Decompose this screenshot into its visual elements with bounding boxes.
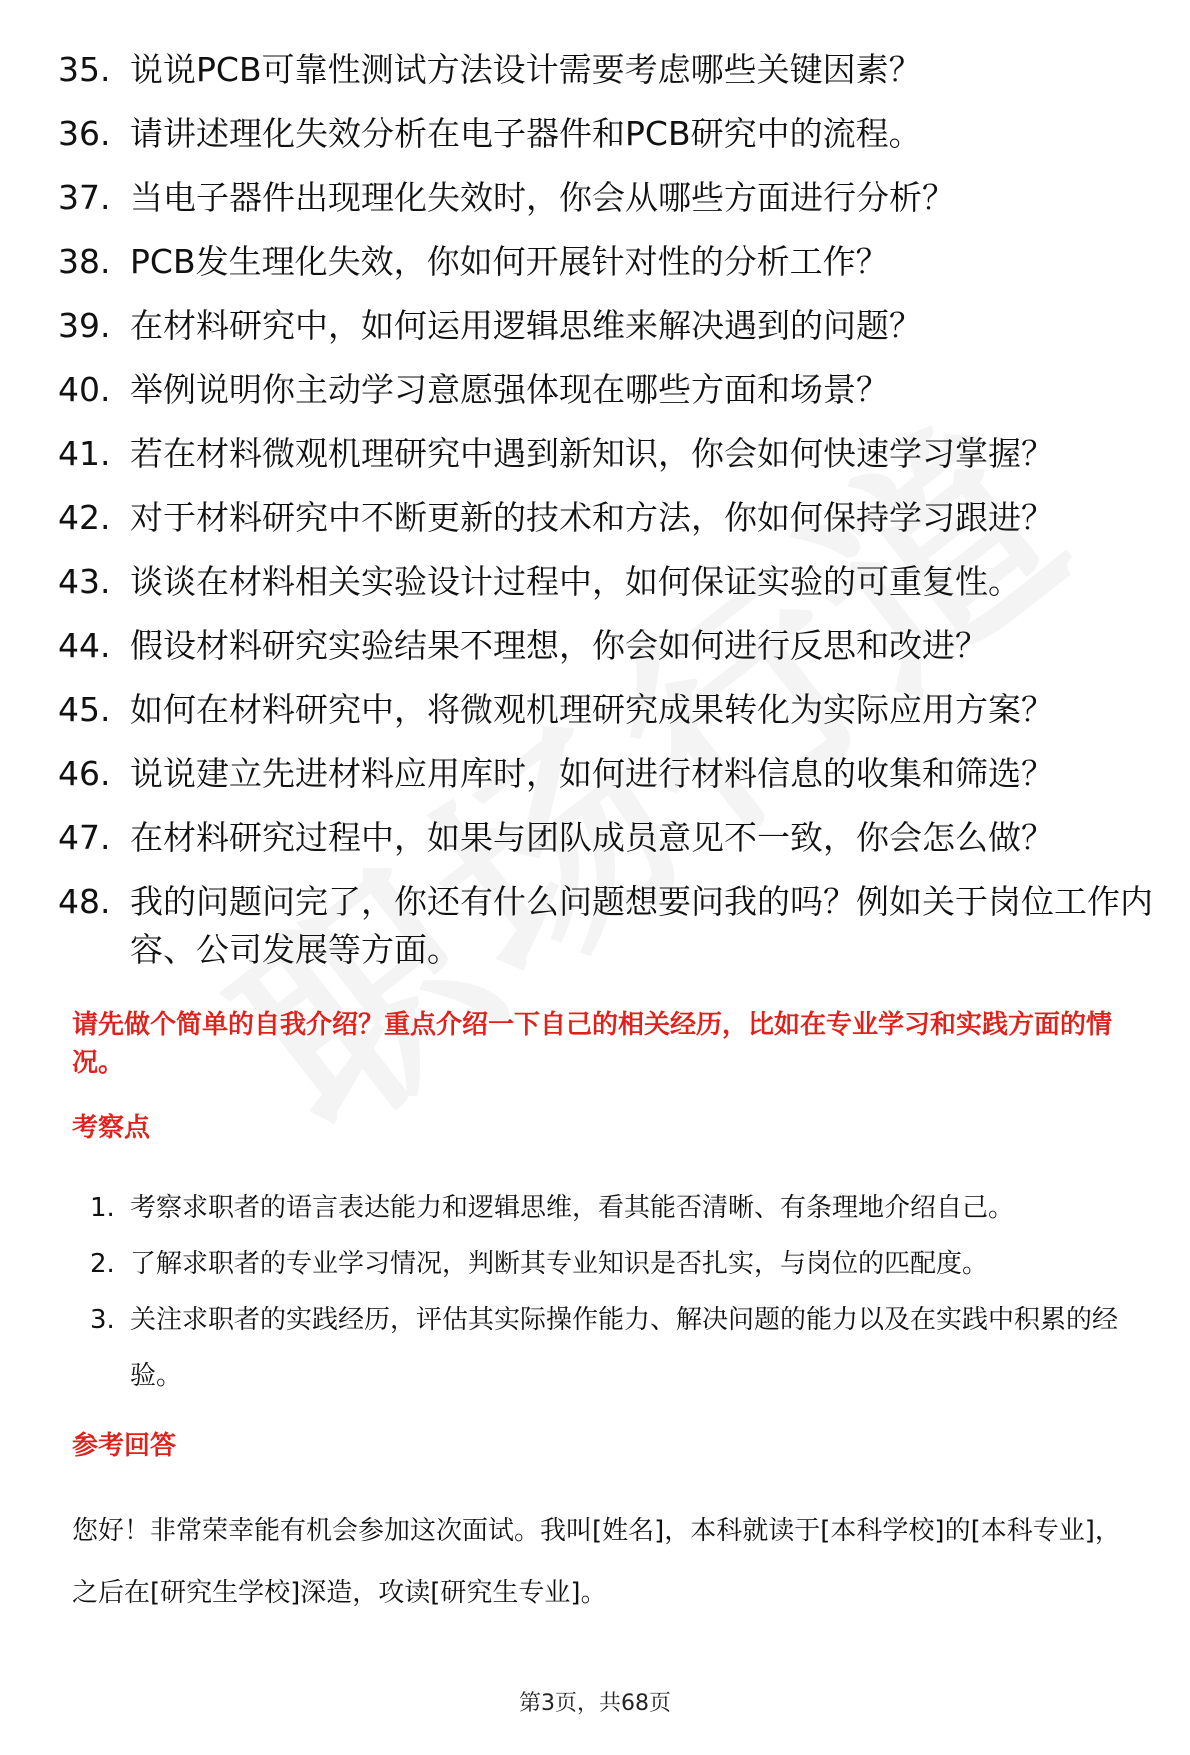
kaocha-points <box>72 1180 1162 1404</box>
question-text: 请讲述理化失效分析在电子器件和PCB研究中的流程。 <box>130 114 922 153</box>
question-text: 说说建立先进材料应用库时，如何进行材料信息的收集和筛选？ <box>130 754 1054 793</box>
answer-text: 您好！非常荣幸能有机会参加这次面试。我叫[姓名]，本科就读于[本科学校]的[本科专业]，之后在[研究生学校]深造，攻读[研究生专业]。 <box>72 1516 1121 1608</box>
point-text: 关注求职者的实践经历，评估其实际操作能力、解决问题的能力以及在实践中积累的经验。 <box>130 1305 1119 1391</box>
point-item <box>72 1292 1162 1404</box>
question-text: 说说PCB可靠性测试方法设计需要考虑哪些关键因素？ <box>130 50 922 89</box>
question-item <box>58 750 1158 798</box>
point-text: 考察求职者的语言表达能力和逻辑思维，看其能否清晰、有条理地介绍自己。 <box>130 1193 1015 1223</box>
answer-heading: 参考回答 <box>72 1431 177 1461</box>
question-item <box>58 366 1158 414</box>
question-text: 对于材料研究中不断更新的技术和方法，你如何保持学习跟进？ <box>130 498 1054 537</box>
question-item <box>58 174 1158 222</box>
question-text: 当电子器件出现理化失效时，你会从哪些方面进行分析？ <box>130 178 955 217</box>
question-item <box>58 46 1158 94</box>
question-item <box>58 814 1158 862</box>
question-item <box>58 878 1158 974</box>
highlight-question: 请先做个简单的自我介绍？重点介绍一下自己的相关经历，比如在专业学习和实践方面的情况。 <box>72 1010 1113 1078</box>
question-text: 我的问题问完了，你还有什么问题想要问我的吗？例如关于岗位工作内容、公司发展等方面。 <box>130 882 1153 969</box>
question-number: 42. <box>58 498 111 537</box>
question-number: 35. <box>58 50 111 89</box>
question-number: 38. <box>58 242 111 281</box>
question-item <box>58 430 1158 478</box>
question-number: 40. <box>58 370 111 409</box>
question-item <box>58 558 1158 606</box>
point-number: 1. <box>90 1193 115 1223</box>
question-text: 举例说明你主动学习意愿强体现在哪些方面和场景？ <box>130 370 889 409</box>
question-item <box>58 238 1158 286</box>
point-number: 2. <box>90 1249 115 1279</box>
point-number: 3. <box>90 1305 115 1335</box>
question-list <box>58 46 1158 990</box>
question-number: 37. <box>58 178 111 217</box>
question-item <box>58 110 1158 158</box>
question-text: 谈谈在材料相关实验设计过程中，如何保证实验的可重复性。 <box>130 562 1021 601</box>
question-number: 45. <box>58 690 111 729</box>
question-text: PCB发生理化失效，你如何开展针对性的分析工作？ <box>130 242 889 281</box>
point-text: 了解求职者的专业学习情况，判断其专业知识是否扎实，与岗位的匹配度。 <box>130 1249 989 1279</box>
question-item <box>58 494 1158 542</box>
question-text: 在材料研究中，如何运用逻辑思维来解决遇到的问题？ <box>130 306 922 345</box>
question-number: 41. <box>58 434 111 473</box>
question-text: 如何在材料研究中，将微观机理研究成果转化为实际应用方案？ <box>130 690 1054 729</box>
question-number: 47. <box>58 818 111 857</box>
kaocha-heading: 考察点 <box>72 1113 151 1143</box>
question-text: 在材料研究过程中，如果与团队成员意见不一致，你会怎么做？ <box>130 818 1054 857</box>
question-item <box>58 622 1158 670</box>
page-footer: 第3页，共68页 <box>519 1691 671 1716</box>
question-number: 43. <box>58 562 111 601</box>
question-number: 48. <box>58 882 111 921</box>
point-item <box>72 1180 1162 1236</box>
question-number: 39. <box>58 306 111 345</box>
question-number: 44. <box>58 626 111 665</box>
question-item <box>58 686 1158 734</box>
question-text: 假设材料研究实验结果不理想，你会如何进行反思和改进？ <box>130 626 988 665</box>
question-text: 若在材料微观机理研究中遇到新知识，你会如何快速学习掌握？ <box>130 434 1054 473</box>
question-number: 46. <box>58 754 111 793</box>
question-item <box>58 302 1158 350</box>
point-item <box>72 1236 1162 1292</box>
question-number: 36. <box>58 114 111 153</box>
